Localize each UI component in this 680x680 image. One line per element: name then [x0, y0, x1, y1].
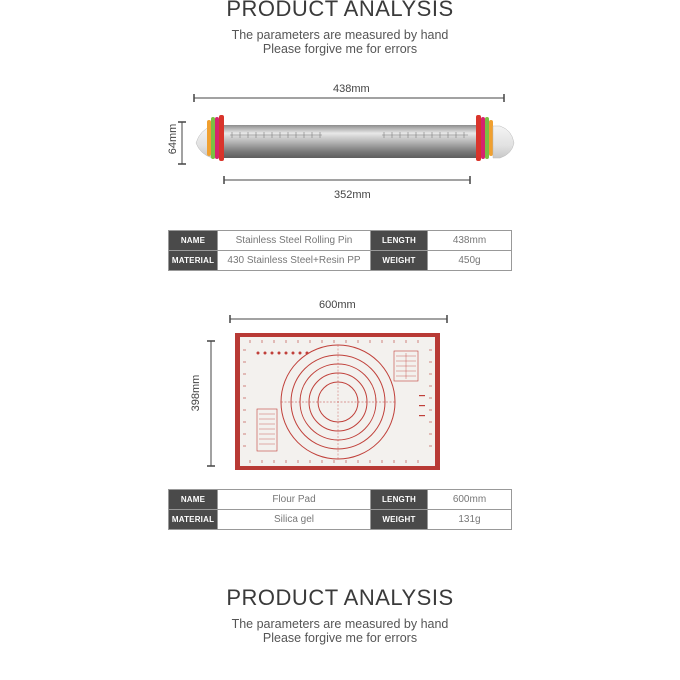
flour-pad-image — [235, 333, 440, 470]
material-value: 430 Stainless Steel+Resin PP — [218, 251, 371, 271]
length-key: LENGTH — [371, 490, 428, 510]
section-title-bottom: PRODUCT ANALYSIS — [226, 585, 454, 610]
material-value: Silica gel — [218, 510, 371, 530]
subtitle-bottom-line-1: The parameters are measured by hand — [231, 617, 449, 631]
dimension-line-total-length — [194, 94, 504, 102]
name-value: Stainless Steel Rolling Pin — [218, 231, 371, 251]
subtitle-bottom-line-2: Please forgive me for errors — [262, 631, 418, 645]
table-row — [169, 231, 512, 251]
table-row — [169, 510, 512, 530]
length-key: LENGTH — [371, 231, 428, 251]
table-row — [169, 490, 512, 510]
subtitle-line-1: The parameters are measured by hand — [231, 28, 449, 42]
material-key: MATERIAL — [169, 251, 218, 271]
dimension-line-body-length — [224, 176, 470, 184]
dimension-line-height — [178, 122, 186, 164]
dimension-label-pad-width: 600mm — [319, 299, 356, 311]
page-title: PRODUCT ANALYSIS — [226, 0, 454, 21]
name-key: NAME — [169, 231, 218, 251]
weight-value: 450g — [428, 251, 512, 271]
dimension-label-body-length: 352mm — [334, 189, 371, 201]
rolling-pin-spec-table — [168, 230, 512, 271]
material-key: MATERIAL — [169, 510, 218, 530]
weight-value: 131g — [428, 510, 512, 530]
flour-pad-spec-table — [168, 489, 512, 530]
name-value: Flour Pad — [218, 490, 371, 510]
length-value: 600mm — [428, 490, 512, 510]
length-value: 438mm — [428, 231, 512, 251]
dimension-label-height: 64mm — [167, 123, 179, 155]
rolling-pin-image — [196, 115, 514, 161]
dimension-label-total-length: 438mm — [333, 83, 370, 95]
name-key: NAME — [169, 490, 218, 510]
dimension-line-pad-height — [207, 341, 215, 466]
dimension-label-pad-height: 398mm — [190, 374, 202, 412]
weight-key: WEIGHT — [371, 251, 428, 271]
subtitle-line-2: Please forgive me for errors — [262, 42, 418, 56]
dimension-line-pad-width — [230, 315, 447, 323]
table-row — [169, 251, 512, 271]
weight-key: WEIGHT — [371, 510, 428, 530]
